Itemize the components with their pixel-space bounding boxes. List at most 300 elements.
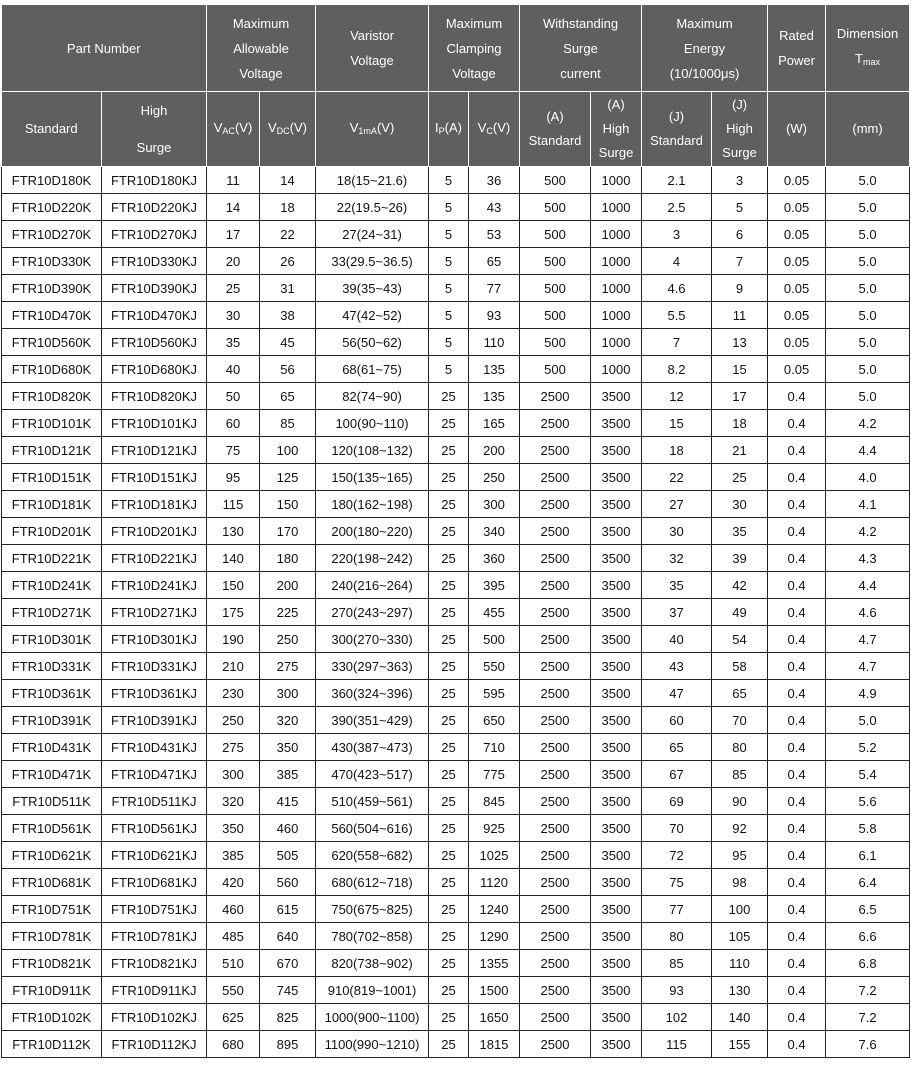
cell-vdc: 895	[260, 1031, 316, 1058]
cell-part-number-standard: FTR10D511K	[2, 788, 102, 815]
cell-energy-high: 100	[712, 896, 768, 923]
cell-vc: 43	[469, 194, 520, 221]
table-row	[2, 815, 910, 842]
cell-surge-standard: 2500	[520, 437, 591, 464]
header-rated-power: Rated Power	[768, 5, 826, 92]
cell-surge-high: 1000	[591, 194, 642, 221]
cell-part-number-high-surge: FTR10D180KJ	[102, 167, 207, 194]
cell-varistor-voltage: 200(180~220)	[316, 518, 429, 545]
cell-energy-standard: 15	[642, 410, 712, 437]
cell-varistor-voltage: 100(90~110)	[316, 410, 429, 437]
cell-surge-high: 3500	[591, 707, 642, 734]
cell-rated-power: 0.4	[768, 437, 826, 464]
cell-surge-high: 3500	[591, 437, 642, 464]
cell-dimension: 4.9	[826, 680, 910, 707]
cell-vac: 625	[207, 1004, 260, 1031]
cell-dimension: 6.8	[826, 950, 910, 977]
cell-rated-power: 0.4	[768, 896, 826, 923]
cell-energy-standard: 60	[642, 707, 712, 734]
cell-vc: 53	[469, 221, 520, 248]
subheader-v1ma: $V_{1mA}(V)$	[316, 92, 429, 167]
cell-vdc: 56	[260, 356, 316, 383]
cell-rated-power: 0.4	[768, 572, 826, 599]
cell-varistor-voltage: 390(351~429)	[316, 707, 429, 734]
cell-vdc: 320	[260, 707, 316, 734]
subheader-vdc: $V_{DC}(V)$	[260, 92, 316, 167]
cell-surge-high: 3500	[591, 950, 642, 977]
cell-energy-high: 11	[712, 302, 768, 329]
cell-part-number-standard: FTR10D221K	[2, 545, 102, 572]
cell-ip: 5	[429, 275, 469, 302]
cell-energy-high: 130	[712, 977, 768, 1004]
cell-surge-high: 1000	[591, 302, 642, 329]
cell-rated-power: 0.4	[768, 491, 826, 518]
table-row	[2, 950, 910, 977]
cell-dimension: 4.7	[826, 626, 910, 653]
header-max-allowable-voltage: Maximum Allowable Voltage	[207, 5, 316, 92]
cell-surge-high: 3500	[591, 626, 642, 653]
cell-energy-high: 90	[712, 788, 768, 815]
cell-vc: 135	[469, 356, 520, 383]
cell-energy-high: 110	[712, 950, 768, 977]
cell-part-number-high-surge: FTR10D431KJ	[102, 734, 207, 761]
cell-vac: 14	[207, 194, 260, 221]
cell-vdc: 250	[260, 626, 316, 653]
cell-dimension: 5.6	[826, 788, 910, 815]
cell-vac: 40	[207, 356, 260, 383]
cell-surge-high: 3500	[591, 653, 642, 680]
cell-vc: 77	[469, 275, 520, 302]
cell-energy-standard: 32	[642, 545, 712, 572]
cell-surge-high: 1000	[591, 356, 642, 383]
cell-dimension: 6.5	[826, 896, 910, 923]
cell-part-number-high-surge: FTR10D781KJ	[102, 923, 207, 950]
cell-part-number-standard: FTR10D471K	[2, 761, 102, 788]
cell-vdc: 85	[260, 410, 316, 437]
cell-ip: 25	[429, 1004, 469, 1031]
table-row	[2, 545, 910, 572]
varistor-spec-table	[1, 4, 910, 1058]
cell-part-number-high-surge: FTR10D301KJ	[102, 626, 207, 653]
cell-surge-standard: 2500	[520, 842, 591, 869]
cell-vac: 190	[207, 626, 260, 653]
cell-ip: 25	[429, 734, 469, 761]
cell-energy-standard: 115	[642, 1031, 712, 1058]
cell-rated-power: 0.4	[768, 1031, 826, 1058]
cell-surge-high: 3500	[591, 896, 642, 923]
cell-vac: 210	[207, 653, 260, 680]
cell-energy-standard: 3	[642, 221, 712, 248]
cell-energy-standard: 80	[642, 923, 712, 950]
cell-vdc: 615	[260, 896, 316, 923]
cell-vdc: 275	[260, 653, 316, 680]
cell-energy-standard: 27	[642, 491, 712, 518]
subheader-surge-high: (A) High Surge	[591, 92, 642, 167]
cell-part-number-high-surge: FTR10D561KJ	[102, 815, 207, 842]
cell-dimension: 5.0	[826, 221, 910, 248]
cell-varistor-voltage: 47(42~52)	[316, 302, 429, 329]
cell-vc: 1355	[469, 950, 520, 977]
cell-varistor-voltage: 300(270~330)	[316, 626, 429, 653]
cell-surge-high: 3500	[591, 545, 642, 572]
cell-varistor-voltage: 240(216~264)	[316, 572, 429, 599]
cell-part-number-high-surge: FTR10D220KJ	[102, 194, 207, 221]
cell-surge-high: 3500	[591, 572, 642, 599]
cell-dimension: 5.0	[826, 383, 910, 410]
cell-surge-standard: 2500	[520, 896, 591, 923]
cell-energy-standard: 43	[642, 653, 712, 680]
cell-energy-high: 9	[712, 275, 768, 302]
cell-rated-power: 0.05	[768, 194, 826, 221]
cell-energy-standard: 67	[642, 761, 712, 788]
table-row	[2, 1031, 910, 1058]
cell-dimension: 5.0	[826, 248, 910, 275]
cell-vac: 30	[207, 302, 260, 329]
subheader-surge-standard: (A) Standard	[520, 92, 591, 167]
cell-varistor-voltage: 150(135~165)	[316, 464, 429, 491]
cell-rated-power: 0.4	[768, 788, 826, 815]
cell-vac: 175	[207, 599, 260, 626]
cell-varistor-voltage: 360(324~396)	[316, 680, 429, 707]
cell-surge-standard: 2500	[520, 869, 591, 896]
cell-vc: 595	[469, 680, 520, 707]
cell-vdc: 125	[260, 464, 316, 491]
cell-vc: 93	[469, 302, 520, 329]
cell-rated-power: 0.4	[768, 869, 826, 896]
cell-energy-high: 80	[712, 734, 768, 761]
cell-energy-high: 7	[712, 248, 768, 275]
cell-energy-standard: 30	[642, 518, 712, 545]
cell-vdc: 100	[260, 437, 316, 464]
cell-vc: 300	[469, 491, 520, 518]
cell-rated-power: 0.4	[768, 761, 826, 788]
cell-energy-standard: 85	[642, 950, 712, 977]
cell-vac: 460	[207, 896, 260, 923]
cell-part-number-high-surge: FTR10D820KJ	[102, 383, 207, 410]
cell-vdc: 200	[260, 572, 316, 599]
cell-ip: 25	[429, 896, 469, 923]
cell-ip: 25	[429, 437, 469, 464]
cell-surge-standard: 2500	[520, 518, 591, 545]
table-row	[2, 680, 910, 707]
cell-dimension: 6.1	[826, 842, 910, 869]
table-row	[2, 410, 910, 437]
cell-dimension: 5.0	[826, 707, 910, 734]
table-row	[2, 221, 910, 248]
cell-varistor-voltage: 56(50~62)	[316, 329, 429, 356]
cell-dimension: 5.0	[826, 275, 910, 302]
subheader-ip: $I_P(A)$	[429, 92, 469, 167]
cell-vc: 1815	[469, 1031, 520, 1058]
cell-surge-high: 3500	[591, 761, 642, 788]
table-row	[2, 572, 910, 599]
cell-part-number-high-surge: FTR10D330KJ	[102, 248, 207, 275]
table-row	[2, 491, 910, 518]
cell-ip: 25	[429, 518, 469, 545]
cell-part-number-standard: FTR10D361K	[2, 680, 102, 707]
cell-vc: 135	[469, 383, 520, 410]
cell-dimension: 4.4	[826, 572, 910, 599]
cell-surge-high: 3500	[591, 842, 642, 869]
cell-part-number-standard: FTR10D102K	[2, 1004, 102, 1031]
cell-surge-standard: 2500	[520, 599, 591, 626]
cell-vc: 500	[469, 626, 520, 653]
cell-vdc: 170	[260, 518, 316, 545]
cell-part-number-high-surge: FTR10D621KJ	[102, 842, 207, 869]
header-max-energy: Maximum Energy (10/1000μs)	[642, 5, 768, 92]
cell-vdc: 31	[260, 275, 316, 302]
cell-dimension: 4.6	[826, 599, 910, 626]
cell-surge-standard: 2500	[520, 761, 591, 788]
cell-vdc: 22	[260, 221, 316, 248]
cell-dimension: 7.2	[826, 977, 910, 1004]
table-row	[2, 464, 910, 491]
cell-part-number-standard: FTR10D201K	[2, 518, 102, 545]
cell-part-number-high-surge: FTR10D331KJ	[102, 653, 207, 680]
cell-energy-standard: 69	[642, 788, 712, 815]
cell-part-number-high-surge: FTR10D201KJ	[102, 518, 207, 545]
cell-rated-power: 0.4	[768, 383, 826, 410]
cell-vac: 385	[207, 842, 260, 869]
table-row	[2, 248, 910, 275]
cell-part-number-high-surge: FTR10D112KJ	[102, 1031, 207, 1058]
cell-surge-standard: 500	[520, 329, 591, 356]
cell-part-number-high-surge: FTR10D121KJ	[102, 437, 207, 464]
cell-vac: 35	[207, 329, 260, 356]
cell-surge-standard: 2500	[520, 1004, 591, 1031]
cell-part-number-high-surge: FTR10D101KJ	[102, 410, 207, 437]
cell-vac: 60	[207, 410, 260, 437]
cell-energy-high: 5	[712, 194, 768, 221]
cell-energy-standard: 40	[642, 626, 712, 653]
cell-dimension: 4.2	[826, 410, 910, 437]
cell-vdc: 225	[260, 599, 316, 626]
cell-surge-standard: 500	[520, 356, 591, 383]
cell-dimension: 4.0	[826, 464, 910, 491]
cell-surge-high: 3500	[591, 680, 642, 707]
cell-energy-standard: 7	[642, 329, 712, 356]
cell-rated-power: 0.05	[768, 329, 826, 356]
cell-varistor-voltage: 18(15~21.6)	[316, 167, 429, 194]
cell-vdc: 65	[260, 383, 316, 410]
cell-ip: 25	[429, 923, 469, 950]
cell-part-number-standard: FTR10D821K	[2, 950, 102, 977]
cell-dimension: 5.0	[826, 356, 910, 383]
cell-vdc: 150	[260, 491, 316, 518]
cell-surge-standard: 500	[520, 194, 591, 221]
cell-part-number-standard: FTR10D180K	[2, 167, 102, 194]
cell-vc: 65	[469, 248, 520, 275]
cell-vac: 275	[207, 734, 260, 761]
cell-surge-high: 1000	[591, 329, 642, 356]
cell-part-number-standard: FTR10D301K	[2, 626, 102, 653]
cell-vdc: 415	[260, 788, 316, 815]
cell-vdc: 350	[260, 734, 316, 761]
cell-part-number-high-surge: FTR10D681KJ	[102, 869, 207, 896]
cell-surge-high: 1000	[591, 248, 642, 275]
table-row	[2, 599, 910, 626]
cell-part-number-high-surge: FTR10D751KJ	[102, 896, 207, 923]
cell-rated-power: 0.4	[768, 815, 826, 842]
cell-part-number-standard: FTR10D181K	[2, 491, 102, 518]
cell-ip: 25	[429, 653, 469, 680]
cell-ip: 25	[429, 761, 469, 788]
cell-energy-standard: 35	[642, 572, 712, 599]
cell-surge-standard: 2500	[520, 410, 591, 437]
cell-surge-high: 3500	[591, 788, 642, 815]
header-withstanding-surge-current: Withstanding Surge current	[520, 5, 642, 92]
cell-part-number-standard: FTR10D820K	[2, 383, 102, 410]
cell-ip: 25	[429, 977, 469, 1004]
cell-surge-high: 3500	[591, 410, 642, 437]
cell-surge-high: 3500	[591, 734, 642, 761]
cell-part-number-high-surge: FTR10D511KJ	[102, 788, 207, 815]
cell-dimension: 6.6	[826, 923, 910, 950]
cell-vac: 25	[207, 275, 260, 302]
cell-vdc: 505	[260, 842, 316, 869]
cell-rated-power: 0.4	[768, 626, 826, 653]
cell-rated-power: 0.4	[768, 950, 826, 977]
cell-part-number-standard: FTR10D270K	[2, 221, 102, 248]
cell-vac: 115	[207, 491, 260, 518]
cell-surge-standard: 500	[520, 248, 591, 275]
cell-surge-high: 3500	[591, 815, 642, 842]
cell-part-number-standard: FTR10D220K	[2, 194, 102, 221]
table-row	[2, 923, 910, 950]
cell-rated-power: 0.05	[768, 167, 826, 194]
cell-dimension: 4.4	[826, 437, 910, 464]
cell-ip: 25	[429, 842, 469, 869]
cell-vac: 140	[207, 545, 260, 572]
cell-vdc: 14	[260, 167, 316, 194]
cell-part-number-standard: FTR10D331K	[2, 653, 102, 680]
cell-part-number-high-surge: FTR10D471KJ	[102, 761, 207, 788]
cell-vc: 550	[469, 653, 520, 680]
table-row	[2, 707, 910, 734]
cell-varistor-voltage: 330(297~363)	[316, 653, 429, 680]
cell-ip: 25	[429, 383, 469, 410]
cell-part-number-standard: FTR10D680K	[2, 356, 102, 383]
table-row	[2, 788, 910, 815]
header-row-main	[2, 5, 910, 92]
cell-surge-high: 3500	[591, 1031, 642, 1058]
cell-energy-high: 70	[712, 707, 768, 734]
cell-surge-standard: 2500	[520, 491, 591, 518]
cell-surge-standard: 2500	[520, 653, 591, 680]
cell-rated-power: 0.4	[768, 545, 826, 572]
cell-part-number-standard: FTR10D121K	[2, 437, 102, 464]
table-row	[2, 842, 910, 869]
cell-varistor-voltage: 620(558~682)	[316, 842, 429, 869]
table-row	[2, 734, 910, 761]
cell-energy-standard: 22	[642, 464, 712, 491]
cell-varistor-voltage: 120(108~132)	[316, 437, 429, 464]
cell-part-number-standard: FTR10D330K	[2, 248, 102, 275]
cell-vac: 550	[207, 977, 260, 1004]
cell-part-number-standard: FTR10D241K	[2, 572, 102, 599]
cell-rated-power: 0.4	[768, 464, 826, 491]
cell-vac: 510	[207, 950, 260, 977]
cell-energy-high: 17	[712, 383, 768, 410]
cell-dimension: 5.0	[826, 302, 910, 329]
cell-rated-power: 0.05	[768, 275, 826, 302]
table-row	[2, 437, 910, 464]
table-row	[2, 167, 910, 194]
cell-energy-high: 54	[712, 626, 768, 653]
cell-vac: 17	[207, 221, 260, 248]
cell-energy-high: 39	[712, 545, 768, 572]
cell-rated-power: 0.05	[768, 302, 826, 329]
cell-energy-high: 49	[712, 599, 768, 626]
cell-vc: 36	[469, 167, 520, 194]
cell-vc: 925	[469, 815, 520, 842]
cell-energy-standard: 93	[642, 977, 712, 1004]
cell-energy-high: 6	[712, 221, 768, 248]
cell-part-number-high-surge: FTR10D821KJ	[102, 950, 207, 977]
cell-vdc: 460	[260, 815, 316, 842]
cell-surge-high: 3500	[591, 518, 642, 545]
cell-part-number-high-surge: FTR10D911KJ	[102, 977, 207, 1004]
header-varistor-voltage: Varistor Voltage	[316, 5, 429, 92]
cell-energy-high: 65	[712, 680, 768, 707]
cell-part-number-high-surge: FTR10D390KJ	[102, 275, 207, 302]
cell-part-number-standard: FTR10D390K	[2, 275, 102, 302]
cell-surge-standard: 2500	[520, 1031, 591, 1058]
cell-dimension: 5.0	[826, 329, 910, 356]
cell-ip: 25	[429, 869, 469, 896]
table-row	[2, 896, 910, 923]
cell-surge-high: 1000	[591, 167, 642, 194]
cell-rated-power: 0.4	[768, 842, 826, 869]
cell-part-number-standard: FTR10D470K	[2, 302, 102, 329]
cell-ip: 25	[429, 491, 469, 518]
cell-surge-standard: 2500	[520, 680, 591, 707]
cell-vc: 395	[469, 572, 520, 599]
cell-dimension: 4.1	[826, 491, 910, 518]
header-row-units	[2, 92, 910, 167]
cell-energy-high: 25	[712, 464, 768, 491]
cell-ip: 25	[429, 626, 469, 653]
cell-surge-standard: 500	[520, 167, 591, 194]
cell-energy-standard: 47	[642, 680, 712, 707]
cell-vc: 455	[469, 599, 520, 626]
cell-energy-standard: 37	[642, 599, 712, 626]
cell-energy-standard: 2.5	[642, 194, 712, 221]
cell-surge-high: 1000	[591, 275, 642, 302]
cell-surge-high: 3500	[591, 977, 642, 1004]
cell-energy-high: 92	[712, 815, 768, 842]
cell-surge-standard: 500	[520, 221, 591, 248]
header-dimension: Dimension $T_{max}$	[826, 5, 910, 92]
cell-surge-standard: 2500	[520, 626, 591, 653]
cell-vac: 485	[207, 923, 260, 950]
cell-part-number-standard: FTR10D391K	[2, 707, 102, 734]
cell-ip: 25	[429, 545, 469, 572]
cell-part-number-high-surge: FTR10D560KJ	[102, 329, 207, 356]
cell-ip: 25	[429, 680, 469, 707]
cell-vac: 420	[207, 869, 260, 896]
cell-vac: 680	[207, 1031, 260, 1058]
cell-vc: 650	[469, 707, 520, 734]
cell-dimension: 5.4	[826, 761, 910, 788]
cell-dimension: 4.3	[826, 545, 910, 572]
cell-dimension: 7.6	[826, 1031, 910, 1058]
cell-part-number-high-surge: FTR10D271KJ	[102, 599, 207, 626]
cell-energy-standard: 5.5	[642, 302, 712, 329]
cell-energy-high: 105	[712, 923, 768, 950]
cell-energy-standard: 102	[642, 1004, 712, 1031]
cell-surge-standard: 2500	[520, 815, 591, 842]
